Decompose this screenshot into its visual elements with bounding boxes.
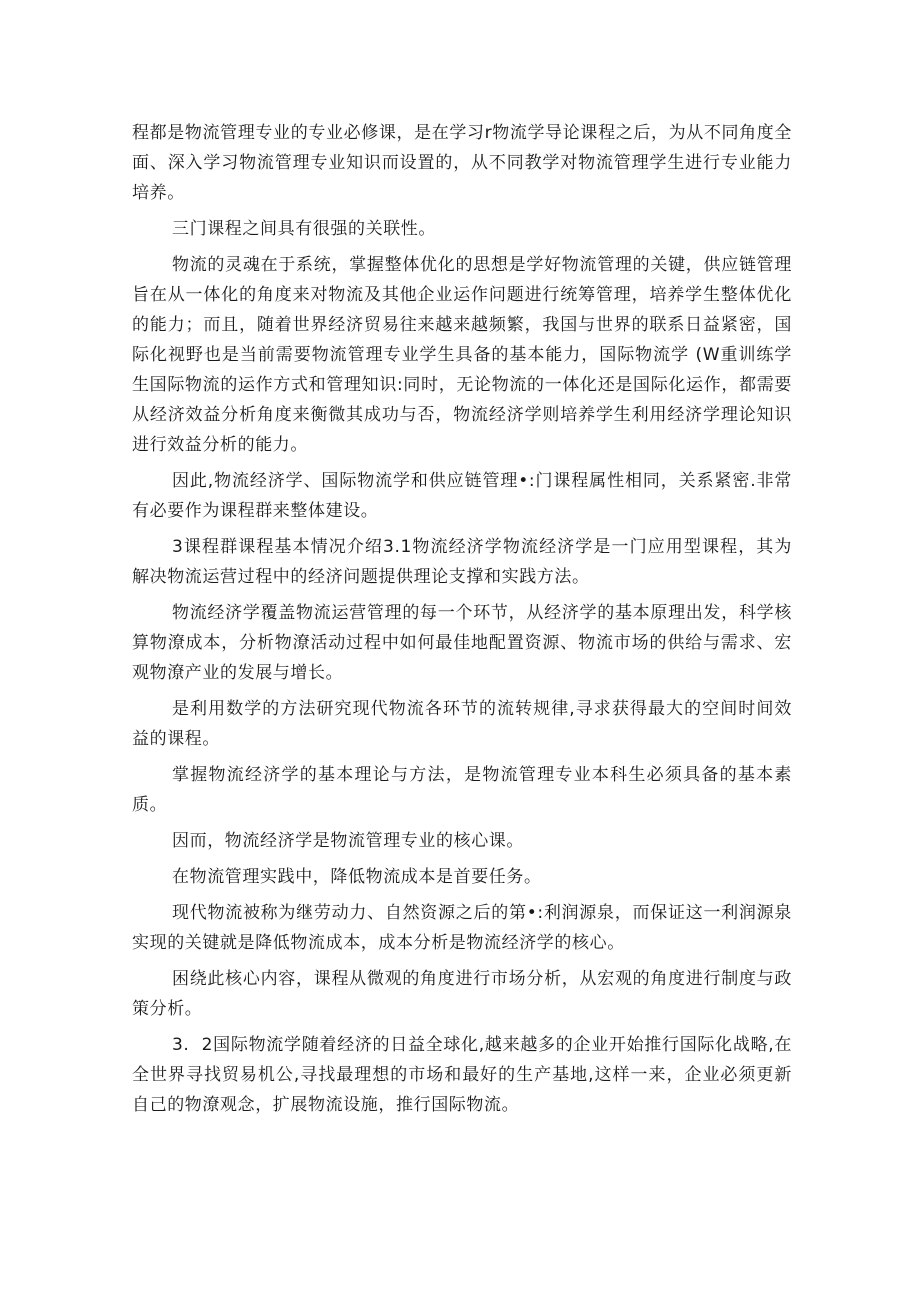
paragraph-section-3-2: 3. 2国际物流学随着经济的日益全球化,越来越多的企业开始推行国际化战略,在全世界寻找贸易机公,寻找最理想的市场和最好的生产基地,这样一来，企业必须更新自己的物潦观念，扩展物流设施，推行国际物流。 bbox=[132, 1035, 792, 1115]
paragraph-logistics-soul: 物流的灵魂在于系统，掌握整体优化的思想是学好物流管理的关键，供应链管理旨在从一体化的角度来对物流及其他企业运作问题进行统筹管理，培养学生整体优化的能力；而且，随着世界经济贸易往来越来越频繁，我国与世界的联系日益紧密，国际化视野也是当前需要物流管理专业学生具备的基本能力，国际物流学 (W重训练学生国际物流的运作方式和管理知识:同时，无论物流的一体化还是国际化运作，都需要从经济效益分析角度来衡微其成功与否，物流经济学则培养学生利用经济学理论知识进行效益分析的能力。 bbox=[132, 255, 792, 455]
paragraph-course-intro: 程都是物流管理专业的专业必修课，是在学习r物流学导论课程之后，为从不同角度全面、深入学习物流管理专业知识而设置的，从不同教学对物流管理学生进行专业能力培养。 bbox=[132, 123, 792, 203]
paragraph-relevance: 三门课程之间具有很强的关联性。 bbox=[172, 219, 436, 239]
paragraph-core-course: 因而，物流经济学是物流管理专业的核心课。 bbox=[172, 831, 524, 851]
paragraph-economics-coverage: 物流经济学覆盖物流运营管理的每一个环节，从经济学的基本原理出发，科学核算物潦成本，分析物潦活动过程中如何最佳地配置资源、物流市场的供给与需求、宏观物潦产业的发展与增长。 bbox=[132, 603, 792, 683]
paragraph-therefore: 因此,物流经济学、国际物流学和供应链管理•:门课程属性相同，关系紧密.非常有必要作为课程群来整体建设。 bbox=[132, 471, 792, 521]
body-text bbox=[132, 118, 792, 1120]
paragraph-section-3-1: 3课程群课程基本情况介绍3.1物流经济学物流经济学是一门应用型课程，其为解决物流运营过程中的经济问题提供理论支撑和实践方法。 bbox=[132, 537, 792, 587]
paragraph-profit-source: 现代物流被称为继劳动力、自然资源之后的第•:利润源泉，而保证这一利润源泉实现的关键就是降低物流成本，成本分析是物流经济学的核心。 bbox=[132, 903, 792, 953]
paragraph-basic-quality: 掌握物流经济学的基本理论与方法，是物流管理专业本科生必须具备的基本素质。 bbox=[132, 765, 792, 815]
paragraph-math-method: 是利用数学的方法研究现代物流各环节的流转规律,寻求获得最大的空间时间效益的课程。 bbox=[132, 699, 792, 749]
paragraph-primary-task: 在物流管理实践中，降低物流成本是首要任务。 bbox=[172, 867, 542, 887]
paragraph-micro-macro: 困绕此核心内容，课程从微观的角度进行市场分析，从宏观的角度进行制度与政策分析。 bbox=[132, 969, 792, 1019]
